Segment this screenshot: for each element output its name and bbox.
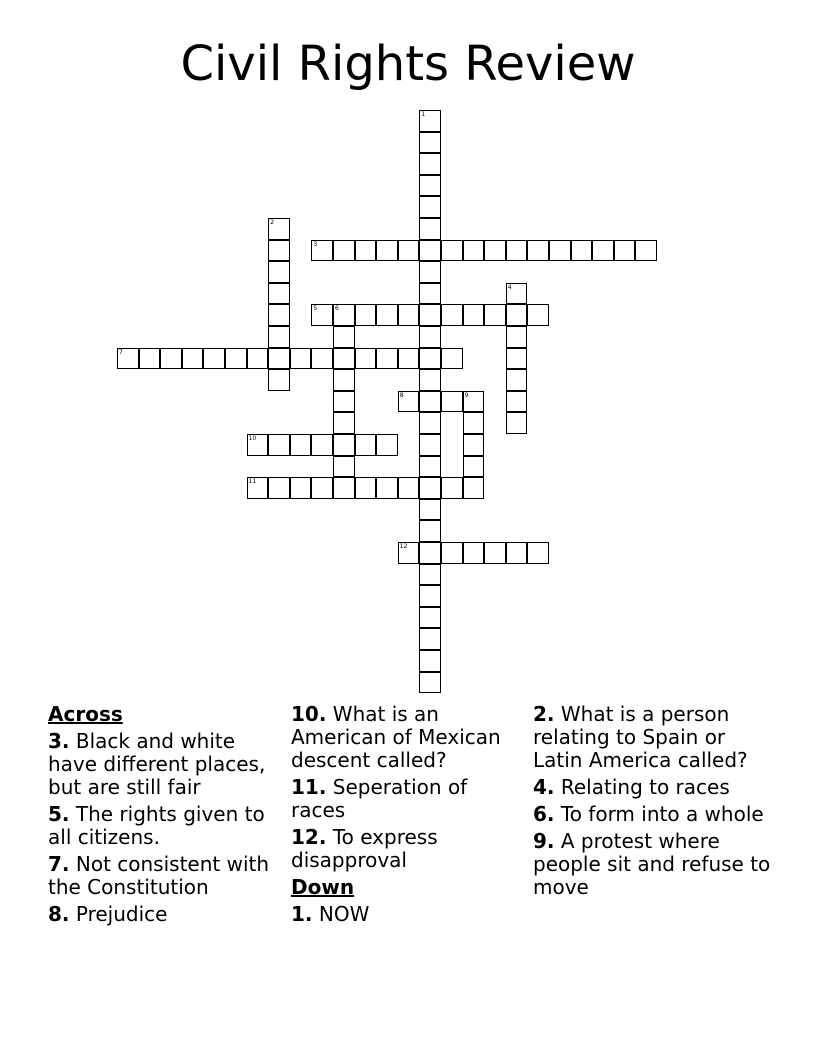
grid-cell[interactable] [203, 348, 225, 370]
grid-cell[interactable] [419, 499, 441, 521]
clue-number: 5. [48, 802, 70, 826]
clue-text: Seperation of races [291, 775, 468, 822]
grid-cell[interactable] [268, 434, 290, 456]
grid-cell[interactable] [419, 585, 441, 607]
clue-number-label: 12 [399, 543, 408, 550]
grid-cell[interactable] [268, 304, 290, 326]
clue-across-8 [48, 903, 288, 926]
grid-cell[interactable] [441, 391, 463, 413]
clue-text: Prejudice [75, 902, 168, 926]
clue-number: 4. [533, 775, 555, 799]
grid-cell[interactable] [419, 628, 441, 650]
grid-cell[interactable] [419, 456, 441, 478]
grid-cell[interactable] [463, 434, 485, 456]
grid-cell[interactable] [419, 240, 441, 262]
grid-cell[interactable] [333, 369, 355, 391]
grid-cell[interactable] [419, 650, 441, 672]
grid-cell[interactable] [247, 348, 269, 370]
grid-cell[interactable] [419, 283, 441, 305]
clue-number: 3. [48, 729, 70, 753]
grid-cell[interactable] [290, 477, 312, 499]
clue-number-label: 4 [507, 283, 512, 291]
grid-cell[interactable] [592, 240, 614, 262]
clue-number-label: 7 [119, 348, 123, 356]
grid-cell[interactable] [355, 240, 377, 262]
grid-cell[interactable] [527, 542, 549, 564]
grid-cell[interactable] [506, 542, 528, 564]
grid-cell[interactable] [268, 283, 290, 305]
clue-text: What is a person relating to Spain or Latin America called? [533, 702, 748, 772]
grid-cell[interactable] [419, 175, 441, 197]
grid-cell[interactable] [463, 304, 485, 326]
grid-cell[interactable] [376, 434, 398, 456]
grid-cell[interactable] [355, 477, 377, 499]
clue-across-10 [291, 703, 523, 772]
clue-number-label: 2 [270, 219, 275, 226]
page-title: Civil Rights Review [180, 36, 636, 92]
clue-text: The rights given to all citizens. [48, 802, 265, 849]
grid-cell[interactable] [549, 240, 571, 262]
grid-cell[interactable] [333, 412, 355, 434]
clue-text: What is an American of Mexican descent called? [291, 702, 501, 772]
grid-cell[interactable] [419, 196, 441, 218]
grid-cell[interactable] [419, 153, 441, 175]
clue-text: Relating to races [560, 775, 730, 799]
grid-cell[interactable] [398, 348, 420, 370]
grid-cell[interactable] [506, 412, 528, 434]
clue-number: 6. [533, 802, 555, 826]
grid-cell[interactable] [419, 391, 441, 413]
grid-cell[interactable] [463, 542, 485, 564]
clue-text: Black and white have different places, but are still fair [48, 729, 266, 799]
grid-cell[interactable] [506, 369, 528, 391]
grid-cell[interactable] [463, 477, 485, 499]
grid-cell[interactable] [225, 348, 247, 370]
clue-across-5 [48, 803, 288, 849]
grid-cell[interactable] [419, 326, 441, 348]
grid-cell[interactable] [268, 477, 290, 499]
grid-cell[interactable] [333, 456, 355, 478]
down-heading: Down [291, 875, 355, 899]
grid-cell[interactable] [419, 369, 441, 391]
grid-cell[interactable] [355, 434, 377, 456]
grid-cell[interactable] [311, 434, 333, 456]
clue-down-4 [533, 776, 773, 799]
grid-cell[interactable] [419, 132, 441, 154]
clue-across-12 [291, 826, 523, 872]
clue-number-label: 1 [421, 111, 426, 118]
grid-cell[interactable] [376, 240, 398, 262]
grid-cell[interactable] [635, 240, 657, 262]
grid-cell[interactable] [506, 304, 528, 326]
clue-number-label: 8 [399, 391, 404, 399]
grid-cell[interactable] [398, 304, 420, 326]
grid-cell[interactable] [419, 218, 441, 240]
clue-number-label: 11 [248, 478, 257, 486]
across-heading: Across [48, 702, 123, 726]
grid-cell[interactable] [506, 391, 528, 413]
grid-cell[interactable] [419, 412, 441, 434]
grid-cell[interactable] [311, 348, 333, 370]
clue-text: Not consistent with the Constitution [48, 852, 270, 899]
grid-cell[interactable] [484, 304, 506, 326]
grid-cell[interactable] [398, 240, 420, 262]
grid-cell[interactable] [571, 240, 593, 262]
grid-cell[interactable] [419, 261, 441, 283]
grid-cell[interactable] [376, 477, 398, 499]
grid-cell[interactable] [419, 542, 441, 564]
clue-number: 7. [48, 852, 70, 876]
grid-cell[interactable] [419, 434, 441, 456]
grid-cell[interactable] [419, 564, 441, 586]
grid-cell[interactable] [441, 240, 463, 262]
clue-across-11 [291, 776, 523, 822]
grid-cell[interactable] [441, 348, 463, 370]
grid-cell[interactable] [268, 326, 290, 348]
clue-text: A protest where people sit and refuse to move [533, 829, 771, 899]
grid-cell[interactable] [160, 348, 182, 370]
grid-cell[interactable] [463, 412, 485, 434]
grid-cell[interactable] [506, 348, 528, 370]
grid-cell[interactable] [268, 261, 290, 283]
grid-cell[interactable] [419, 477, 441, 499]
clue-number: 8. [48, 902, 70, 926]
grid-cell[interactable] [484, 542, 506, 564]
grid-cell[interactable] [333, 477, 355, 499]
grid-cell[interactable] [419, 607, 441, 629]
grid-cell[interactable] [419, 304, 441, 326]
clue-down-2 [533, 703, 773, 772]
grid-cell[interactable] [355, 304, 377, 326]
clues-column-2 [291, 703, 523, 930]
grid-cell[interactable] [311, 477, 333, 499]
clue-text: NOW [318, 902, 370, 926]
clue-number: 1. [291, 902, 313, 926]
clue-across-3 [48, 730, 288, 799]
grid-cell[interactable] [441, 477, 463, 499]
clue-number: 12. [291, 825, 327, 849]
grid-cell[interactable] [463, 456, 485, 478]
grid-cell[interactable] [376, 304, 398, 326]
grid-cell[interactable] [290, 434, 312, 456]
clue-number-label: 10 [248, 435, 257, 442]
clues-column-3 [533, 703, 773, 903]
clue-down-9 [533, 830, 773, 899]
grid-cell[interactable] [419, 672, 441, 694]
grid-cell[interactable] [398, 477, 420, 499]
grid-cell[interactable] [419, 520, 441, 542]
grid-cell[interactable] [506, 240, 528, 262]
grid-cell[interactable] [290, 348, 312, 370]
grid-cell[interactable] [527, 304, 549, 326]
grid-cell[interactable] [376, 348, 398, 370]
grid-cell[interactable] [333, 348, 355, 370]
grid-cell[interactable] [333, 391, 355, 413]
grid-cell[interactable] [139, 348, 161, 370]
grid-cell[interactable] [333, 434, 355, 456]
grid-cell[interactable] [614, 240, 636, 262]
grid-cell[interactable] [333, 326, 355, 348]
clue-number-label: 6 [335, 305, 339, 313]
grid-cell[interactable] [484, 240, 506, 262]
grid-cell[interactable] [527, 240, 549, 262]
clues-column-1 [48, 703, 288, 930]
grid-cell[interactable] [506, 326, 528, 348]
grid-cell[interactable] [441, 304, 463, 326]
grid-cell[interactable] [268, 348, 290, 370]
clue-number-label: 3 [313, 240, 318, 248]
clue-across-7 [48, 853, 288, 899]
grid-cell[interactable] [463, 240, 485, 262]
clue-text: To express disapproval [291, 825, 438, 872]
clue-down-6 [533, 803, 773, 826]
grid-cell[interactable] [182, 348, 204, 370]
clue-number: 2. [533, 702, 555, 726]
grid-cell[interactable] [268, 369, 290, 391]
clue-number: 11. [291, 775, 327, 799]
clue-number: 10. [291, 702, 327, 726]
clue-number-label: 9 [464, 391, 469, 399]
clue-down-1 [291, 903, 523, 926]
clue-number-label: 5 [313, 305, 318, 313]
grid-cell[interactable] [355, 348, 377, 370]
grid-cell[interactable] [441, 542, 463, 564]
clue-text: To form into a whole [560, 802, 764, 826]
clue-number: 9. [533, 829, 555, 853]
grid-cell[interactable] [268, 240, 290, 262]
grid-cell[interactable] [333, 240, 355, 262]
grid-cell[interactable] [419, 348, 441, 370]
